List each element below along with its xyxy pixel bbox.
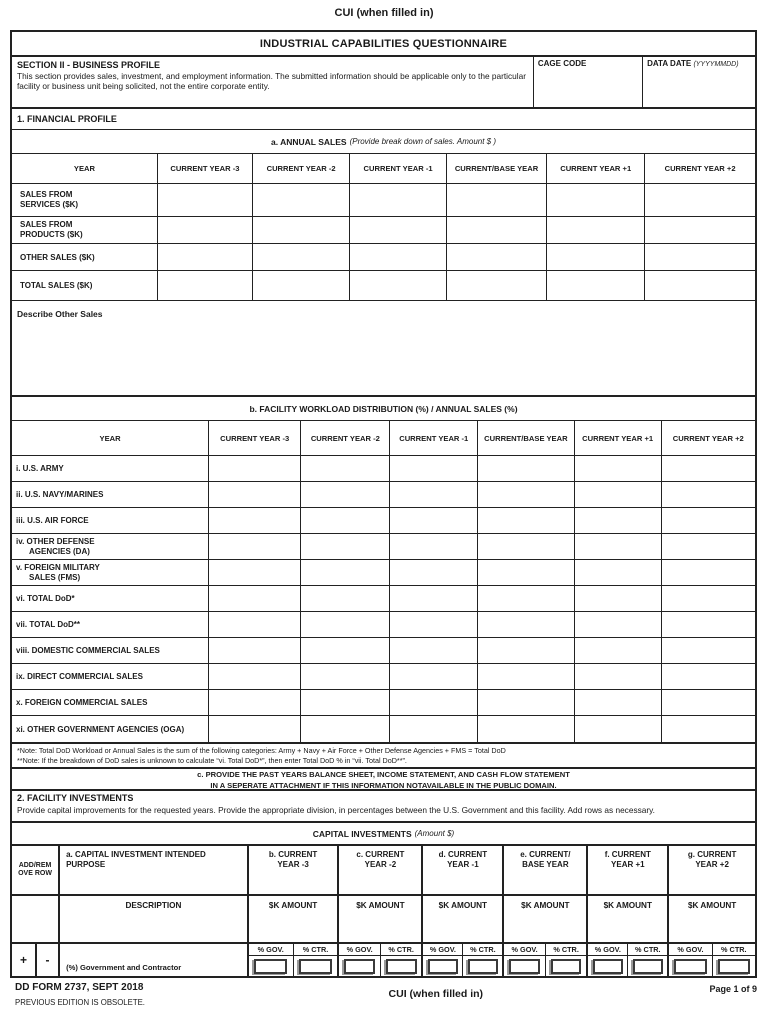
section2-description-cell — [12, 57, 533, 107]
workload-input-cell[interactable] — [208, 612, 300, 637]
percent-ctr-input[interactable] — [718, 959, 750, 974]
sales-input-cell[interactable] — [252, 184, 349, 216]
year-header: YEAR — [73, 164, 95, 173]
workload-input-cell[interactable] — [477, 612, 574, 637]
govctr-group — [337, 944, 421, 976]
capital-govctr-row — [12, 944, 755, 976]
table-row — [12, 638, 755, 664]
cage-code-label: CAGE CODE — [537, 59, 587, 68]
col-header-cy-3: b. CURRENT YEAR -3 — [247, 846, 338, 894]
facility-investments-description: Provide capital improvements for the requested years. Provide the appropriate division, in percentages between the U.S. Government and this facility. Add rows as necessary. — [17, 805, 655, 815]
row-label: i. U.S. ARMY — [16, 464, 64, 473]
workload-input-cell[interactable] — [389, 482, 477, 507]
workload-heading: b. FACILITY WORKLOAD DISTRIBUTION (%) / ANNUAL SALES (%) — [12, 397, 755, 421]
govctr-row-label: (%) Government and Contractor — [58, 944, 247, 976]
table-row — [12, 271, 755, 301]
workload-input-cell[interactable] — [208, 586, 300, 611]
table-row — [12, 534, 755, 560]
percent-gov-input[interactable] — [674, 959, 706, 974]
workload-input-cell[interactable] — [389, 716, 477, 742]
col-header-cy-plus1: CURRENT YEAR +1 — [546, 154, 644, 183]
col-header-base-year: CURRENT/BASE YEAR — [477, 421, 574, 455]
row-label: ix. DIRECT COMMERCIAL SALES — [16, 672, 143, 681]
annual-sales-header-row — [12, 154, 755, 184]
table-row — [12, 217, 755, 244]
col-header-cy-3: CURRENT YEAR -3 — [208, 421, 300, 455]
percent-ctr-input[interactable] — [551, 959, 582, 974]
workload-input-cell[interactable] — [661, 664, 755, 689]
add-remove-spacer-cell — [12, 896, 58, 942]
workload-input-cell[interactable] — [477, 638, 574, 663]
row-label: SALES FROM SERVICES ($K) — [20, 190, 79, 209]
cui-banner-top: CUI (when filled in) — [334, 7, 434, 19]
note-total-dod: *Note: Total DoD Workload or Annual Sales is the sum of the following categories: Army + Navy + Air Force + Other Defense Agencies + FMS = Total DoD — [17, 746, 506, 755]
workload-input-cell[interactable] — [477, 586, 574, 611]
section2-title: SECTION II - BUSINESS PROFILE — [17, 60, 161, 70]
purpose-header: a. CAPITAL INVESTMENT INTENDED PURPOSE — [58, 846, 247, 894]
note-dod-breakdown: **Note: If the breakdown of DoD sales is unknown to calculate “vi. Total DoD*”, then enter Total DoD % in “vii. Total DoD**”. — [17, 756, 407, 766]
table-row — [12, 482, 755, 508]
govctr-group — [247, 944, 338, 976]
workload-input-cell[interactable] — [300, 716, 389, 742]
workload-input-cell[interactable] — [208, 508, 300, 533]
row-label: viii. DOMESTIC COMMERCIAL SALES — [16, 646, 160, 655]
workload-input-cell[interactable] — [300, 586, 389, 611]
sales-input-cell[interactable] — [349, 244, 446, 270]
workload-input-cell[interactable] — [477, 690, 574, 715]
workload-input-cell[interactable] — [208, 534, 300, 559]
percent-ctr-input[interactable] — [299, 959, 332, 974]
gov-label: % GOV. — [339, 944, 379, 956]
workload-input-cell[interactable] — [300, 534, 389, 559]
workload-input-cell[interactable] — [661, 560, 755, 585]
row-label: SALES FROM PRODUCTS ($K) — [20, 220, 83, 239]
sales-input-cell[interactable] — [446, 184, 546, 216]
percent-gov-input[interactable] — [344, 959, 375, 974]
workload-input-cell[interactable] — [477, 456, 574, 481]
workload-input-cell[interactable] — [477, 482, 574, 507]
workload-input-cell[interactable] — [574, 586, 661, 611]
sales-input-cell[interactable] — [349, 217, 446, 243]
cage-code-input[interactable] — [538, 68, 638, 98]
col-header-cy-2: CURRENT YEAR -2 — [300, 421, 389, 455]
sales-input-cell[interactable] — [157, 184, 252, 216]
amount-header: $K AMOUNT — [667, 896, 755, 942]
workload-input-cell[interactable] — [661, 456, 755, 481]
amount-header: $K AMOUNT — [247, 896, 338, 942]
workload-input-cell[interactable] — [574, 664, 661, 689]
workload-input-cell[interactable] — [389, 508, 477, 533]
sales-input-cell[interactable] — [644, 271, 755, 300]
col-header-cy-plus2: g. CURRENT YEAR +2 — [667, 846, 755, 894]
sales-input-cell[interactable] — [252, 217, 349, 243]
col-header-cy-plus1: f. CURRENT YEAR +1 — [586, 846, 667, 894]
col-header-cy-plus1: CURRENT YEAR +1 — [574, 421, 661, 455]
workload-input-cell[interactable] — [661, 638, 755, 663]
data-date-input[interactable] — [647, 68, 751, 98]
row-label: iv. OTHER DEFENSE AGENCIES (DA) — [16, 536, 95, 556]
gov-label: % GOV. — [423, 944, 462, 956]
balance-sheet-instruction: c. PROVIDE THE PAST YEARS BALANCE SHEET, INCOME STATEMENT, AND CASH FLOW STATEMENT IN A SEPERATE ATTACHMENT IF THIS INFORMATION NOTAVAILABLE IN THE PUBLIC DOMAIN. — [12, 769, 755, 791]
gov-label: % GOV. — [588, 944, 627, 956]
annual-sales-table — [12, 154, 755, 301]
data-date-format: (YYYYMMDD) — [693, 61, 739, 68]
workload-input-cell[interactable] — [300, 482, 389, 507]
col-header-cy-1: CURRENT YEAR -1 — [389, 421, 477, 455]
ctr-label: % CTR. — [628, 944, 667, 956]
amount-header: $K AMOUNT — [502, 896, 586, 942]
ctr-label: % CTR. — [463, 944, 502, 956]
annual-sales-title-note: (Provide break down of sales. Amount $ ) — [349, 137, 497, 146]
sales-input-cell[interactable] — [252, 244, 349, 270]
col-header-cy-3: CURRENT YEAR -3 — [157, 154, 252, 183]
govctr-group — [586, 944, 667, 976]
workload-input-cell[interactable] — [389, 534, 477, 559]
percent-ctr-input[interactable] — [633, 959, 663, 974]
col-header-cy-plus2: CURRENT YEAR +2 — [644, 154, 755, 183]
workload-input-cell[interactable] — [208, 664, 300, 689]
sales-input-cell[interactable] — [546, 244, 644, 270]
row-label: TOTAL SALES ($K) — [20, 281, 93, 290]
workload-input-cell[interactable] — [574, 690, 661, 715]
workload-input-cell[interactable] — [574, 716, 661, 742]
row-label: OTHER SALES ($K) — [20, 252, 95, 262]
govctr-group — [421, 944, 502, 976]
ctr-label: % CTR. — [381, 944, 421, 956]
workload-input-cell[interactable] — [389, 664, 477, 689]
workload-input-cell[interactable] — [389, 586, 477, 611]
workload-input-cell[interactable] — [208, 638, 300, 663]
percent-gov-input[interactable] — [509, 959, 540, 974]
table-row — [12, 690, 755, 716]
workload-input-cell[interactable] — [661, 690, 755, 715]
description-header: DESCRIPTION — [58, 896, 247, 942]
workload-input-cell[interactable] — [477, 508, 574, 533]
workload-input-cell[interactable] — [661, 534, 755, 559]
percent-gov-input[interactable] — [254, 959, 287, 974]
percent-ctr-input[interactable] — [386, 959, 417, 974]
workload-input-cell[interactable] — [389, 612, 477, 637]
amount-header: $K AMOUNT — [586, 896, 667, 942]
workload-input-cell[interactable] — [300, 508, 389, 533]
row-label: xi. OTHER GOVERNMENT AGENCIES (OGA) — [16, 724, 185, 734]
col-header-base-year: CURRENT/BASE YEAR — [446, 154, 546, 183]
row-label: iii. U.S. AIR FORCE — [16, 516, 89, 525]
amount-header: $K AMOUNT — [421, 896, 502, 942]
col-header-base-year: e. CURRENT/ BASE YEAR — [502, 846, 586, 894]
table-row — [12, 716, 755, 742]
workload-input-cell[interactable] — [574, 560, 661, 585]
capital-header-row — [12, 846, 755, 896]
workload-input-cell[interactable] — [389, 690, 477, 715]
workload-input-cell[interactable] — [477, 664, 574, 689]
obsolete-note: PREVIOUS EDITION IS OBSOLETE. — [15, 998, 145, 1007]
section2-description: This section provides sales, investment, and employment information. The submitted information should be applicable only to the particular facility or business unit being solicited, not the entire corporate entity. — [17, 71, 526, 92]
table-row — [12, 664, 755, 690]
ctr-label: % CTR. — [546, 944, 586, 956]
sales-input-cell[interactable] — [446, 217, 546, 243]
describe-other-sales-label: Describe Other Sales — [17, 309, 103, 319]
data-date-cell — [642, 57, 755, 107]
sales-input-cell[interactable] — [546, 217, 644, 243]
row-label: vii. TOTAL DoD** — [16, 620, 81, 629]
sales-input-cell[interactable] — [157, 244, 252, 270]
workload-input-cell[interactable] — [574, 508, 661, 533]
ctr-label: % CTR. — [294, 944, 338, 956]
col-header-cy-2: c. CURRENT YEAR -2 — [337, 846, 421, 894]
percent-ctr-input[interactable] — [468, 959, 498, 974]
gov-label: % GOV. — [249, 944, 293, 956]
workload-input-cell[interactable] — [661, 716, 755, 742]
sales-input-cell[interactable] — [349, 271, 446, 300]
sales-input-cell[interactable] — [644, 244, 755, 270]
row-label: x. FOREIGN COMMERCIAL SALES — [16, 698, 148, 707]
workload-input-cell[interactable] — [574, 534, 661, 559]
workload-input-cell[interactable] — [389, 560, 477, 585]
gov-label: % GOV. — [669, 944, 711, 956]
workload-table — [12, 421, 755, 742]
workload-input-cell[interactable] — [661, 482, 755, 507]
sales-input-cell[interactable] — [157, 271, 252, 300]
workload-input-cell[interactable] — [208, 690, 300, 715]
sales-input-cell[interactable] — [157, 217, 252, 243]
workload-input-cell[interactable] — [661, 586, 755, 611]
table-row — [12, 244, 755, 271]
table-row — [12, 456, 755, 482]
workload-header-row — [12, 421, 755, 456]
form-title: INDUSTRIAL CAPABILITIES QUESTIONNAIRE — [12, 32, 755, 57]
govctr-group — [502, 944, 586, 976]
facility-investments-heading — [12, 791, 755, 823]
workload-input-cell[interactable] — [661, 508, 755, 533]
workload-input-cell[interactable] — [574, 482, 661, 507]
table-row — [12, 508, 755, 534]
sales-input-cell[interactable] — [252, 271, 349, 300]
table-row — [12, 586, 755, 612]
workload-input-cell[interactable] — [300, 612, 389, 637]
sales-input-cell[interactable] — [644, 217, 755, 243]
workload-input-cell[interactable] — [300, 638, 389, 663]
sales-input-cell[interactable] — [349, 184, 446, 216]
gov-label: % GOV. — [504, 944, 544, 956]
annual-sales-heading — [12, 130, 755, 154]
col-header-cy-1: CURRENT YEAR -1 — [349, 154, 446, 183]
data-date-label: DATA DATE (YYYYMMDD) — [647, 59, 739, 68]
table-row — [12, 612, 755, 638]
workload-input-cell[interactable] — [389, 638, 477, 663]
workload-input-cell[interactable] — [300, 560, 389, 585]
workload-notes — [12, 742, 755, 769]
row-label: v. FOREIGN MILITARY SALES (FMS) — [16, 562, 100, 582]
ctr-label: % CTR. — [713, 944, 755, 956]
workload-input-cell[interactable] — [208, 456, 300, 481]
sales-input-cell[interactable] — [446, 244, 546, 270]
remove-row-button[interactable]: - — [35, 944, 58, 976]
workload-input-cell[interactable] — [300, 664, 389, 689]
row-label: ii. U.S. NAVY/MARINES — [16, 490, 104, 499]
workload-input-cell[interactable] — [477, 560, 574, 585]
workload-input-cell[interactable] — [208, 482, 300, 507]
col-header-cy-plus2: CURRENT YEAR +2 — [661, 421, 755, 455]
annual-sales-title: a. ANNUAL SALES — [270, 136, 347, 147]
table-row — [12, 560, 755, 586]
capital-investments-table — [12, 846, 755, 976]
financial-profile-heading: 1. FINANCIAL PROFILE — [12, 109, 755, 130]
workload-input-cell[interactable] — [574, 612, 661, 637]
workload-input-cell[interactable] — [300, 456, 389, 481]
sales-input-cell[interactable] — [546, 271, 644, 300]
table-row — [12, 184, 755, 217]
workload-input-cell[interactable] — [389, 456, 477, 481]
sales-input-cell[interactable] — [644, 184, 755, 216]
cui-banner-bottom: CUI (when filled in) — [388, 988, 484, 1000]
col-header-cy-1: d. CURRENT YEAR -1 — [421, 846, 502, 894]
sales-input-cell[interactable] — [546, 184, 644, 216]
workload-input-cell[interactable] — [300, 690, 389, 715]
add-remove-row-header: ADD/REM OVE ROW — [18, 861, 52, 877]
workload-input-cell[interactable] — [574, 638, 661, 663]
section2-header-row — [12, 57, 755, 109]
workload-input-cell[interactable] — [208, 560, 300, 585]
amount-header: $K AMOUNT — [337, 896, 421, 942]
capital-description-row — [12, 896, 755, 944]
sales-input-cell[interactable] — [446, 271, 546, 300]
workload-input-cell[interactable] — [477, 716, 574, 742]
page-number: Page 1 of 9 — [709, 984, 757, 994]
form-frame — [10, 30, 757, 978]
page-footer — [10, 982, 757, 1007]
form-number: DD FORM 2737, SEPT 2018 — [15, 982, 144, 993]
percent-gov-input[interactable] — [593, 959, 623, 974]
percent-gov-input[interactable] — [428, 959, 458, 974]
add-row-button[interactable]: + — [20, 953, 28, 967]
capital-investments-heading: CAPITAL INVESTMENTS (Amount $) — [12, 823, 755, 846]
workload-input-cell[interactable] — [477, 534, 574, 559]
col-header-cy-2: CURRENT YEAR -2 — [252, 154, 349, 183]
workload-input-cell[interactable] — [661, 612, 755, 637]
describe-other-sales-box[interactable] — [12, 301, 755, 397]
year-header: YEAR — [99, 433, 121, 443]
row-label: vi. TOTAL DoD* — [16, 594, 75, 603]
cage-code-cell — [533, 57, 642, 107]
facility-investments-title: 2. FACILITY INVESTMENTS — [17, 793, 134, 803]
workload-input-cell[interactable] — [574, 456, 661, 481]
workload-input-cell[interactable] — [208, 716, 300, 742]
govctr-group — [667, 944, 755, 976]
